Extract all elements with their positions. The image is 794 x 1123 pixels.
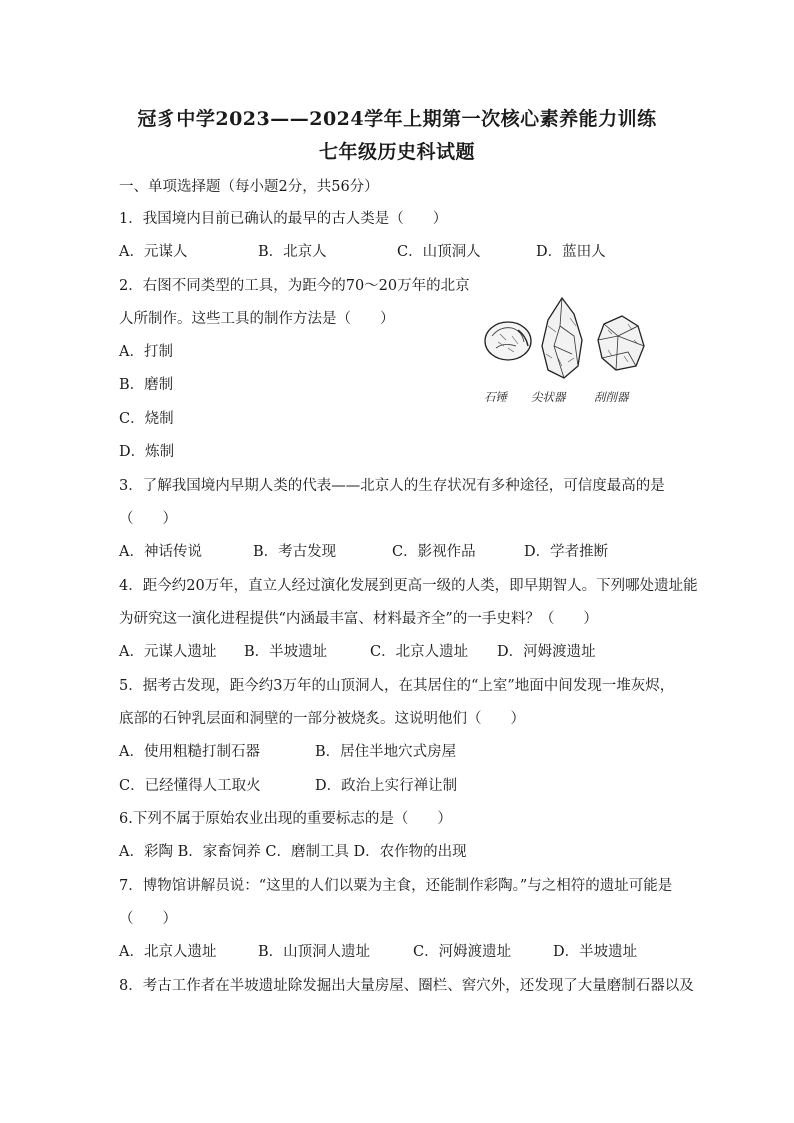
question-7-option-a: A．北京人遗址	[119, 944, 217, 960]
question-8-stem: 8．考古工作者在半坡遗址除发掘出大量房屋、圈栏、窖穴外，还发现了大量磨制石器以及	[119, 978, 694, 994]
question-3-option-a: A．神话传说	[119, 544, 202, 560]
question-5-option-a: A．使用粗糙打制石器	[119, 744, 260, 760]
question-1-option-d: D．蓝田人	[536, 244, 606, 260]
caption-pointed-tool: 尖状器	[531, 390, 566, 404]
question-3-option-b: B．考古发现	[253, 544, 337, 560]
exam-title-line2: 七年级历史科试题	[318, 141, 475, 163]
question-5-stem-line1: 5．据考古发现，距今约3万年的山顶洞人，在其居住的“上室”地面中间发现一堆灰烬，	[119, 678, 675, 694]
question-1-option-c: C．山顶洞人	[397, 244, 481, 260]
question-3-stem-line2: （ ）	[119, 511, 177, 527]
caption-scraper: 刮削器	[594, 390, 629, 404]
question-1-stem: 1．我国境内目前已确认的最早的古人类是（ ）	[119, 211, 448, 227]
question-1-option-b: B．北京人	[258, 244, 327, 260]
question-1-option-a: A．元谋人	[119, 244, 188, 260]
question-3-option-d: D．学者推断	[524, 544, 609, 560]
question-2-option-a: A．打制	[119, 344, 173, 360]
section-heading: 一、单项选择题（每小题2分，共56分）	[119, 179, 379, 195]
question-7-option-d: D．半坡遗址	[553, 944, 638, 960]
question-6-options: A．彩陶 B．家畜饲养 C．磨制工具 D．农作物的出现	[119, 844, 467, 860]
question-2-option-b: B．磨制	[119, 377, 174, 393]
hammerstone-drawing	[485, 322, 531, 360]
question-7-stem-line1: 7．博物馆讲解员说：“这里的人们以粟为主食，还能制作彩陶。”与之相符的遗址可能是	[119, 878, 673, 894]
question-2-stem-line2: 人所制作。这些工具的制作方法是（ ）	[119, 311, 395, 327]
question-4-stem-line2: 为研究这一演化进程提供“内涵最丰富、材料最齐全”的一手史料？（ ）	[119, 611, 598, 627]
question-7-option-c: C．河姆渡遗址	[413, 944, 512, 960]
question-4-option-b: B．半坡遗址	[244, 644, 328, 660]
question-6-stem: 6.下列不属于原始农业出现的重要标志的是（ ）	[119, 811, 452, 827]
question-2-stem-line1: 2．右图不同类型的工具，为距今的70～20万年的北京	[119, 278, 470, 294]
scraper-drawing	[598, 316, 644, 370]
question-3-stem-line1: 3．了解我国境内早期人类的代表——北京人的生存状况有多种途径，可信度最高的是	[119, 478, 665, 494]
exam-title-line1: 冠豸中学2023——2024学年上期第一次核心素养能力训练	[137, 108, 657, 130]
question-4-option-c: C．北京人遗址	[370, 644, 469, 660]
question-4-option-d: D．河姆渡遗址	[497, 644, 596, 660]
question-5-option-b: B．居住半地穴式房屋	[315, 744, 457, 760]
question-2-option-d: D．炼制	[119, 444, 175, 460]
question-4-option-a: A．元谋人遗址	[119, 644, 217, 660]
question-7-stem-line2: （ ）	[119, 911, 177, 927]
question-4-stem-line1: 4．距今约20万年，直立人经过演化发展到更高一级的人类，即早期智人。下列哪处遗址能	[119, 578, 698, 594]
question-5-option-d: D．政治上实行禅让制	[315, 778, 458, 794]
question-5-stem-line2: 底部的石钟乳层面和洞壁的一部分被烧炙。这说明他们（ ）	[119, 711, 525, 727]
question-5-option-c: C．已经懂得人工取火	[119, 778, 261, 794]
pointed-tool-drawing	[542, 298, 582, 378]
question-3-option-c: C．影视作品	[392, 544, 476, 560]
question-7-option-b: B．山顶洞人遗址	[258, 944, 371, 960]
caption-hammerstone: 石锤	[484, 390, 507, 404]
question-2-option-c: C．烧制	[119, 411, 174, 427]
